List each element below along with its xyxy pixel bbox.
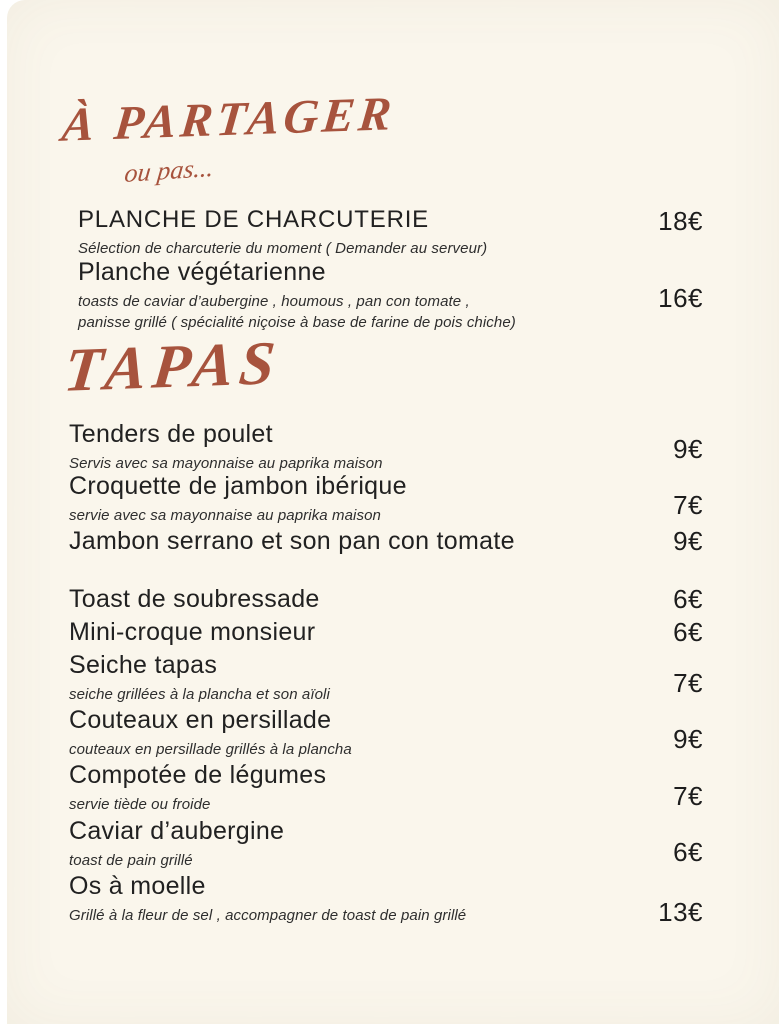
item-name: Mini-croque monsieur bbox=[69, 618, 316, 646]
menu-item bbox=[69, 585, 320, 614]
menu-item bbox=[69, 651, 330, 706]
menu-item bbox=[69, 420, 383, 475]
item-price: 7€ bbox=[673, 668, 703, 698]
item-description: servie avec sa mayonnaise au paprika maison bbox=[69, 507, 381, 524]
item-name: Seiche tapas bbox=[69, 651, 218, 679]
item-price: 6€ bbox=[673, 617, 703, 647]
item-description: toast de pain grillé bbox=[69, 852, 193, 869]
menu-item bbox=[78, 206, 487, 260]
item-name: Toast de soubressade bbox=[69, 585, 320, 613]
item-name: PLANCHE DE CHARCUTERIE bbox=[78, 206, 429, 233]
item-description: Grillé à la fleur de sel , accompagner de toast de pain grillé bbox=[69, 907, 467, 924]
item-description: Servis avec sa mayonnaise au paprika maison bbox=[69, 455, 383, 472]
menu-item bbox=[69, 706, 352, 761]
menu-page bbox=[7, 0, 779, 1024]
section-subtitle-ou-pas: ou pas... bbox=[123, 152, 216, 189]
menu-item bbox=[78, 258, 523, 333]
item-name: Couteaux en persillade bbox=[69, 706, 332, 734]
item-name: Caviar d’aubergine bbox=[69, 817, 285, 845]
item-name: Croquette de jambon ibérique bbox=[69, 472, 407, 500]
item-price: 7€ bbox=[673, 781, 703, 811]
item-description: couteaux en persillade grillés à la plancha bbox=[69, 741, 352, 758]
menu-item bbox=[69, 872, 466, 927]
menu-item bbox=[69, 761, 326, 816]
item-description: seiche grillées à la plancha et son aïoli bbox=[69, 686, 330, 703]
menu-item bbox=[69, 817, 284, 872]
item-price: 6€ bbox=[673, 584, 703, 614]
section-title-tapas: TAPAS bbox=[61, 329, 285, 405]
item-name: Planche végétarienne bbox=[78, 258, 326, 286]
item-name: Jambon serrano et son pan con tomate bbox=[69, 527, 515, 555]
item-name: Tenders de poulet bbox=[69, 420, 273, 448]
item-name: Os à moelle bbox=[69, 872, 206, 900]
item-description: toasts de caviar d’aubergine , houmous , pan con tomate , panisse grillé ( spécialité niçoise à base de farine de pois chiche) bbox=[78, 293, 516, 331]
item-price: 9€ bbox=[673, 724, 703, 754]
item-description: servie tiède ou froide bbox=[69, 796, 211, 813]
menu-item bbox=[69, 527, 515, 556]
item-price: 9€ bbox=[673, 434, 703, 464]
item-description: Sélection de charcuterie du moment ( Demander au serveur) bbox=[78, 240, 488, 257]
item-price: 13€ bbox=[658, 897, 703, 927]
menu-item bbox=[69, 618, 315, 647]
item-price: 18€ bbox=[658, 206, 703, 236]
item-price: 7€ bbox=[673, 490, 703, 520]
item-price: 16€ bbox=[658, 283, 703, 313]
menu-item bbox=[69, 472, 407, 527]
item-price: 9€ bbox=[673, 526, 703, 556]
item-name: Compotée de légumes bbox=[69, 761, 327, 789]
item-price: 6€ bbox=[673, 837, 703, 867]
section-title-a-partager: À PARTAGER bbox=[59, 87, 398, 152]
